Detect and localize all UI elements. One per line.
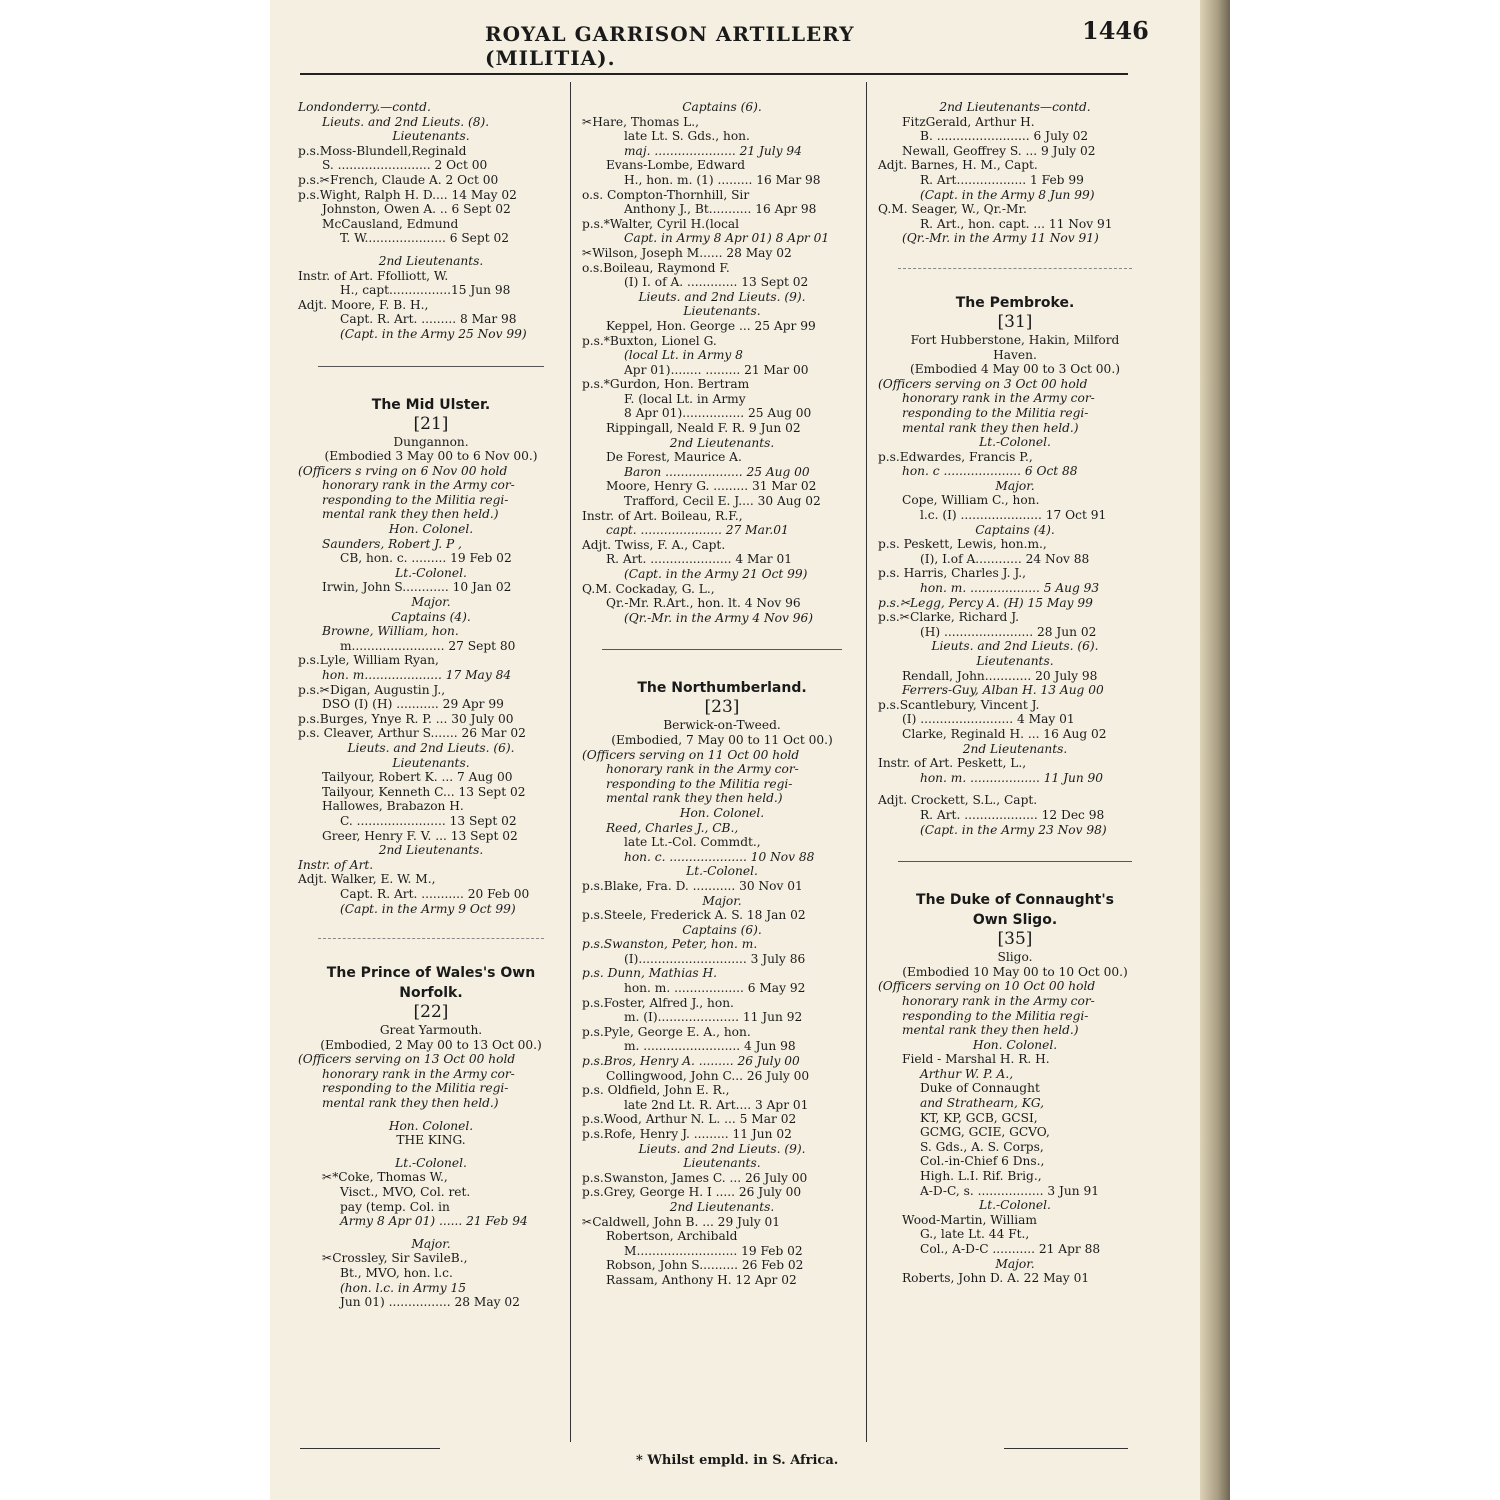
entry-line: Sligo. [997, 950, 1033, 965]
unit-title: The Pembroke. [955, 294, 1075, 311]
entry-line: Evans-Lombe, Edward [606, 158, 746, 173]
running-head: ROYAL GARRISON ARTILLERY (MILITIA). [485, 22, 855, 70]
entry-line: Adjt. Crockett, S.L., Capt. [878, 793, 1038, 808]
entry-line: (Embodied 4 May 00 to 3 Oct 00.) [910, 362, 1120, 377]
entry-line: Col., A-D-C ........... 21 Apr 88 [920, 1242, 1101, 1256]
entry-line: Lt.-Colonel. [395, 565, 467, 580]
entry-line: Reed, Charles J., CB., [606, 820, 739, 835]
entry-line: Saunders, Robert J. P , [322, 536, 462, 551]
entry-line: (I), I.of A............ 24 Nov 88 [920, 551, 1090, 566]
entry-line: (Capt. in the Army 25 Nov 99) [340, 326, 527, 341]
entry-line: Roberts, John D. A. 22 May 01 [902, 1271, 1090, 1286]
entry-line: Adjt. Moore, F. B. H., [298, 297, 429, 312]
unit-number: [31] [997, 311, 1033, 332]
entry-line: p.s.Swanston, James C. ... 26 July 00 [582, 1170, 808, 1185]
entry-line: Rippingall, Neald F. R. 9 Jun 02 [606, 421, 801, 436]
unit-title: The Mid Ulster. [371, 396, 491, 413]
entry-line: maj. ..................... 21 July 94 [624, 143, 802, 158]
entry-line: Dungannon. [393, 434, 469, 449]
entry-line: Instr. of Art. [298, 857, 374, 872]
entry-line: Trafford, Cecil E. J.... 30 Aug 02 [624, 494, 821, 509]
section-separator [298, 1148, 564, 1156]
entry-line: Haven. [993, 347, 1037, 362]
entry-line: High. L.I. Rif. Brig., [920, 1169, 1042, 1184]
entry-line: (H) ....................... 28 Jun 02 [920, 624, 1097, 639]
entry-line: Major. [411, 1236, 451, 1251]
footer-rule [1004, 1448, 1128, 1449]
entry-line: p.s.Pyle, George E. A., hon. [582, 1024, 751, 1039]
entry-line: ✂Hare, Thomas L., [582, 114, 700, 129]
book-page-edge [1200, 0, 1230, 1500]
entry-line: (Capt. in the Army 8 Jun 99) [920, 187, 1095, 202]
unit-title: The Duke of Connaught's [916, 892, 1114, 909]
entry-line: Fort Hubberstone, Hakin, Milford [910, 332, 1120, 347]
entry-line: Baron .................... 25 Aug 00 [624, 464, 810, 479]
entry-line: p.s.Swanston, Peter, hon. m. [582, 937, 758, 952]
entry-line: Capt. in Army 8 Apr 01) 8 Apr 01 [624, 231, 830, 246]
entry-line: Lt.-Colonel. [686, 864, 758, 879]
entry-line: Col.-in-Chief 6 Dns., [920, 1154, 1045, 1169]
entry-line: o.s.Boileau, Raymond F. [582, 260, 730, 275]
entry-line: (Capt. in the Army 23 Nov 98) [920, 822, 1107, 837]
unit-number: [35] [997, 929, 1033, 950]
entry-line: (Embodied 3 May 00 to 6 Nov 00.) [324, 449, 538, 464]
entry-line: Great Yarmouth. [379, 1023, 483, 1038]
entry-line: Qr.-Mr. R.Art., hon. lt. 4 Nov 96 [606, 596, 801, 611]
entry-line: Lieuts. and 2nd Lieuts. (6). [347, 740, 515, 755]
entry-line: (I)............................ 3 July 86 [624, 951, 806, 966]
entry-line: Hon. Colonel. [388, 522, 474, 537]
entry-line: Hon. Colonel. [388, 1118, 474, 1133]
column-divider [866, 82, 867, 1442]
entry-line: honorary rank in the Army cor- [902, 993, 1095, 1008]
footnote: * Whilst empld. in S. Africa. [636, 1453, 839, 1468]
entry-line: responding to the Militia regi- [606, 776, 793, 791]
entry-line: Jun 01) ................ 28 May 02 [340, 1295, 520, 1310]
entry-line: 2nd Lieutenants. [378, 843, 484, 858]
entry-line: H., hon. m. (1) ......... 16 Mar 98 [624, 172, 821, 187]
entry-line: (I) I. of A. ............. 13 Sept 02 [624, 275, 809, 290]
entry-line: hon. m. .................. 5 Aug 93 [920, 581, 1100, 596]
entry-line: l.c. (I) ..................... 17 Oct 91 [920, 508, 1107, 523]
entry-line: Hallowes, Brabazon H. [322, 799, 464, 814]
entry-line: (Officers serving on 13 Oct 00 hold [298, 1052, 516, 1067]
entry-line: Captains (4). [391, 609, 471, 624]
entry-line: THE KING. [396, 1133, 466, 1148]
entry-line: Major. [995, 1256, 1035, 1271]
entry-line: m........................ 27 Sept 80 [340, 638, 516, 653]
entry-line: F. (local Lt. in Army [624, 391, 746, 406]
unit-title: The Northumberland. [637, 680, 807, 697]
entry-line: Lieuts. and 2nd Lieuts. (9). [638, 1141, 806, 1156]
entry-line: S. Gds., A. S. Corps, [920, 1139, 1044, 1154]
entry-line: p.s.Blake, Fra. D. ........... 30 Nov 01 [582, 878, 803, 893]
entry-line: (Officers serving on 3 Oct 00 hold [878, 376, 1088, 391]
entry-line: Irwin, John S............ 10 Jan 02 [322, 580, 512, 595]
entry-line: B. ........................ 6 July 02 [920, 129, 1089, 144]
entry-line: Johnston, Owen A. .. 6 Sept 02 [322, 202, 511, 217]
entry-line: ✂Caldwell, John B. ... 29 July 01 [582, 1214, 780, 1229]
entry-line: ✂Wilson, Joseph M...... 28 May 02 [582, 245, 792, 260]
entry-line: (local Lt. in Army 8 [624, 348, 743, 363]
entry-line: p.s.*Buxton, Lionel G. [582, 333, 717, 348]
entry-line: honorary rank in the Army cor- [322, 478, 515, 493]
entry-line: late Lt.-Col. Commdt., [624, 835, 761, 850]
entry-line: Major. [411, 595, 451, 610]
entry-line: (Qr.-Mr. in the Army 11 Nov 91) [902, 231, 1099, 246]
entry-line: Lieutenants. [392, 755, 470, 770]
entry-line: G., late Lt. 44 Ft., [920, 1227, 1030, 1242]
entry-line: Q.M. Seager, W., Qr.-Mr. [878, 202, 1027, 217]
entry-line: Berwick-on-Tweed. [663, 718, 781, 733]
section-separator [898, 861, 1132, 862]
entry-line: p.s.Steele, Frederick A. S. 18 Jan 02 [582, 908, 806, 923]
entry-line: McCausland, Edmund [322, 216, 459, 231]
entry-line: Anthony J., Bt........... 16 Apr 98 [624, 202, 817, 217]
entry-line: Visct., MVO, Col. ret. [340, 1185, 471, 1200]
entry-line: p.s. Dunn, Mathias H. [582, 966, 718, 981]
entry-line: responding to the Militia regi- [322, 492, 509, 507]
entry-line: Moore, Henry G. ......... 31 Mar 02 [606, 479, 817, 494]
entry-line: (Embodied, 2 May 00 to 13 Oct 00.) [320, 1037, 542, 1052]
entry-line: Lieutenants. [683, 304, 761, 319]
entry-line: R. Art. ..................... 4 Mar 01 [606, 552, 793, 567]
entry-line: Tailyour, Kenneth C... 13 Sept 02 [322, 784, 526, 799]
entry-line: Adjt. Walker, E. W. M., [298, 872, 436, 887]
entry-line: mental rank they then held.) [322, 1096, 499, 1111]
entry-line: o.s. Compton-Thornhill, Sir [582, 187, 750, 202]
entry-line: p.s.✂Legg, Percy A. (H) 15 May 99 [878, 595, 1093, 610]
entry-line: p.s.Scantlebury, Vincent J. [878, 697, 1040, 712]
entry-line: CB, hon. c. ......... 19 Feb 02 [340, 551, 512, 566]
entry-line: GCMG, GCIE, GCVO, [920, 1125, 1050, 1140]
entry-line: Tailyour, Robert K. ... 7 Aug 00 [322, 770, 513, 785]
entry-line: (I) ........................ 4 May 01 [902, 712, 1075, 727]
entry-line: Greer, Henry F. V. ... 13 Sept 02 [322, 828, 518, 843]
entry-line: p.s.*Walter, Cyril H.(local [582, 216, 740, 231]
entry-line: 2nd Lieutenants. [669, 435, 775, 450]
entry-line: Lieuts. and 2nd Lieuts. (9). [638, 289, 806, 304]
entry-line: T. W..................... 6 Sept 02 [340, 231, 509, 246]
entry-line: Major. [995, 478, 1035, 493]
entry-line: m. (I)..................... 11 Jun 92 [624, 1010, 803, 1025]
entry-line: Instr. of Art. Boileau, R.F., [582, 508, 743, 523]
unit-title: The Prince of Wales's Own [326, 965, 536, 982]
entry-line: p.s.✂Clarke, Richard J. [878, 610, 1020, 625]
entry-line: Ferrers-Guy, Alban H. 13 Aug 00 [902, 683, 1104, 698]
entry-line: Robertson, Archibald [606, 1229, 738, 1244]
entry-line: mental rank they then held.) [902, 420, 1079, 435]
entry-line: Lieutenants. [683, 1156, 761, 1171]
entry-line: R. Art. ................... 12 Dec 98 [920, 807, 1105, 822]
entry-line: p.s.Moss-Blundell,Reginald [298, 143, 467, 158]
entry-line: (Embodied 10 May 00 to 10 Oct 00.) [902, 964, 1128, 979]
column-left [298, 100, 564, 1310]
entry-line: Lieutenants. [392, 129, 470, 144]
section-separator [898, 268, 1132, 269]
unit-number: [23] [704, 697, 740, 718]
entry-line: responding to the Militia regi- [322, 1081, 509, 1096]
footer-rule [300, 1448, 440, 1449]
column-divider [570, 82, 571, 1442]
section-separator [602, 649, 842, 650]
entry-line: Instr. of Art. Ffolliott, W. [298, 268, 449, 283]
entry-line: Captains (4). [975, 522, 1055, 537]
entry-line: KT, KP, GCB, GCSI, [920, 1110, 1038, 1125]
entry-line: 2nd Lieutenants. [962, 741, 1068, 756]
entry-line: Field - Marshal H. R. H. [902, 1052, 1050, 1067]
entry-line: Browne, William, hon. [322, 624, 459, 639]
entry-line: honorary rank in the Army cor- [902, 391, 1095, 406]
entry-line: Captains (6). [682, 100, 762, 114]
entry-line: ✂*Coke, Thomas W., [322, 1170, 448, 1185]
entry-line: honorary rank in the Army cor- [606, 762, 799, 777]
entry-line: Clarke, Reginald H. ... 16 Aug 02 [902, 726, 1107, 741]
entry-line: p.s.Lyle, William Ryan, [298, 653, 439, 668]
entry-line: ✂Crossley, Sir SavileB., [322, 1251, 468, 1266]
unit-title: Norfolk. [399, 985, 463, 1002]
column-middle [582, 100, 862, 1288]
entry-line: Bt., MVO, hon. l.c. [340, 1266, 453, 1280]
entry-line: p.s. Oldfield, John E. R., [582, 1083, 730, 1098]
entry-line: Adjt. Twiss, F. A., Capt. [582, 537, 726, 552]
entry-line: R. Art.................. 1 Feb 99 [920, 172, 1084, 187]
entry-line: Robson, John S.......... 26 Feb 02 [606, 1258, 804, 1273]
entry-line: Newall, Geoffrey S. ... 9 July 02 [902, 143, 1096, 158]
entry-line: Captains (6). [682, 922, 762, 937]
entry-line: p.s.Bros, Henry A. ......... 26 July 00 [582, 1054, 800, 1069]
entry-line: De Forest, Maurice A. [606, 450, 742, 465]
unit-title: Own Sligo. [972, 912, 1058, 929]
entry-line: Lt.-Colonel. [395, 1155, 467, 1170]
entry-line: p.s.✂French, Claude A. 2 Oct 00 [298, 172, 499, 187]
entry-line: p.s.Burges, Ynye R. P. ... 30 July 00 [298, 711, 514, 726]
entry-line: p.s. Cleaver, Arthur S....... 26 Mar 02 [298, 726, 526, 741]
entry-line: Cope, William C., hon. [902, 493, 1040, 508]
entry-line: mental rank they then held.) [606, 791, 783, 806]
entry-line: hon. c. .................... 10 Nov 88 [624, 849, 815, 864]
entry-line: 2nd Lieutenants—contd. [939, 100, 1091, 114]
entry-line: Adjt. Barnes, H. M., Capt. [878, 158, 1038, 173]
section-separator [878, 785, 1152, 793]
entry-line: Instr. of Art. Peskett, L., [878, 756, 1027, 771]
entry-line: p.s.Grey, George H. I ..... 26 July 00 [582, 1185, 802, 1200]
entry-line: Lieuts. and 2nd Lieuts. (8). [322, 114, 490, 129]
entry-line: responding to the Militia regi- [902, 405, 1089, 420]
column-right [878, 100, 1152, 1286]
entry-line: pay (temp. Col. in [340, 1199, 450, 1214]
entry-line: M.......................... 19 Feb 02 [624, 1243, 803, 1258]
entry-line: p.s.Wight, Ralph H. D.... 14 May 02 [298, 187, 517, 202]
entry-line: Apr 01)........ ......... 21 Mar 00 [624, 362, 809, 377]
entry-line: Lt.-Colonel. [979, 1198, 1051, 1213]
entry-line: responding to the Militia regi- [902, 1008, 1089, 1023]
entry-line: Hon. Colonel. [679, 805, 765, 820]
entry-line: p.s.Foster, Alfred J., hon. [582, 995, 734, 1010]
entry-line: Rendall, John............ 20 July 98 [902, 668, 1098, 683]
entry-line: late 2nd Lt. R. Art.... 3 Apr 01 [624, 1097, 809, 1112]
section-separator [298, 246, 564, 254]
entry-line: 2nd Lieutenants. [378, 253, 484, 268]
entry-line: R. Art., hon. capt. ... 11 Nov 91 [920, 216, 1113, 231]
section-separator [298, 1111, 564, 1119]
entry-line: m. ......................... 4 Jun 98 [624, 1039, 796, 1054]
entry-line: A-D-C, s. ................. 3 Jun 91 [920, 1183, 1100, 1198]
section-separator [298, 1229, 564, 1237]
entry-line: capt. ..................... 27 Mar.01 [606, 523, 789, 538]
entry-line: S. ........................ 2 Oct 00 [322, 158, 488, 173]
entry-line: hon. c .................... 6 Oct 88 [902, 464, 1078, 479]
entry-line: (Officers serving on 11 Oct 00 hold [582, 747, 800, 762]
entry-line: p.s.Rofe, Henry J. ......... 11 Jun 02 [582, 1127, 792, 1141]
section-separator [318, 938, 544, 939]
entry-line: (hon. l.c. in Army 15 [340, 1280, 466, 1295]
entry-line: C. ....................... 13 Sept 02 [340, 813, 517, 828]
entry-line: Londonderry.—contd. [298, 100, 431, 114]
entry-line: 2nd Lieutenants. [669, 1199, 775, 1214]
entry-line: (Capt. in the Army 21 Oct 99) [624, 567, 808, 581]
entry-line: DSO (I) (H) ........... 29 Apr 99 [322, 697, 504, 712]
unit-number: [21] [413, 413, 449, 434]
entry-line: p.s.*Gurdon, Hon. Bertram [582, 377, 750, 392]
entry-line: FitzGerald, Arthur H. [902, 114, 1035, 129]
entry-line: H., capt................15 Jun 98 [340, 283, 511, 298]
entry-line: Collingwood, John C... 26 July 00 [606, 1068, 810, 1083]
entry-line: late Lt. S. Gds., hon. [624, 129, 750, 144]
entry-line: (Capt. in the Army 9 Oct 99) [340, 901, 516, 916]
entry-line: Rassam, Anthony H. 12 Apr 02 [606, 1272, 797, 1287]
entry-line: Army 8 Apr 01) ...... 21 Feb 94 [340, 1214, 528, 1229]
entry-line: and Strathearn, KG, [920, 1096, 1045, 1111]
entry-line: (Embodied, 7 May 00 to 11 Oct 00.) [611, 732, 833, 747]
page-number: 1446 [1082, 16, 1149, 45]
entry-line: p.s.Edwardes, Francis P., [878, 449, 1033, 464]
entry-line: hon. m. .................. 6 May 92 [624, 981, 806, 996]
entry-line: hon. m. .................. 11 Jun 90 [920, 770, 1104, 785]
entry-line: Major. [702, 893, 742, 908]
entry-line: Lieutenants. [976, 654, 1054, 668]
entry-line: Keppel, Hon. George ... 25 Apr 99 [606, 318, 816, 333]
entry-line: mental rank they then held.) [322, 507, 499, 522]
entry-line: p.s.✂Digan, Augustin J., [298, 682, 446, 697]
entry-line: Lt.-Colonel. [979, 435, 1051, 450]
entry-line: 8 Apr 01)................ 25 Aug 00 [624, 406, 812, 421]
entry-line: (Qr.-Mr. in the Army 4 Nov 96) [624, 610, 813, 625]
entry-line: Wood-Martin, William [902, 1212, 1037, 1227]
entry-line: Capt. R. Art. ........... 20 Feb 00 [340, 886, 530, 901]
unit-number: [22] [413, 1002, 449, 1023]
entry-line: Capt. R. Art. ......... 8 Mar 98 [340, 312, 517, 327]
entry-line: Duke of Connaught [920, 1081, 1040, 1096]
entry-line: Q.M. Cockaday, G. L., [582, 581, 715, 596]
entry-line: Arthur W. P. A., [920, 1066, 1014, 1081]
entry-line: Lieuts. and 2nd Lieuts. (6). [931, 639, 1099, 654]
entry-line: (Officers s rving on 6 Nov 00 hold [298, 463, 508, 478]
section-separator [318, 366, 544, 367]
header-rule [300, 73, 1128, 75]
entry-line: p.s. Harris, Charles J. J., [878, 566, 1027, 581]
entry-line: mental rank they then held.) [902, 1023, 1079, 1038]
entry-line: (Officers serving on 10 Oct 00 hold [878, 979, 1096, 994]
entry-line: Hon. Colonel. [972, 1037, 1058, 1052]
entry-line: p.s. Peskett, Lewis, hon.m., [878, 537, 1047, 552]
entry-line: p.s.Wood, Arthur N. L. ... 5 Mar 02 [582, 1112, 797, 1127]
entry-line: honorary rank in the Army cor- [322, 1066, 515, 1081]
entry-line: hon. m.................... 17 May 84 [322, 668, 512, 682]
